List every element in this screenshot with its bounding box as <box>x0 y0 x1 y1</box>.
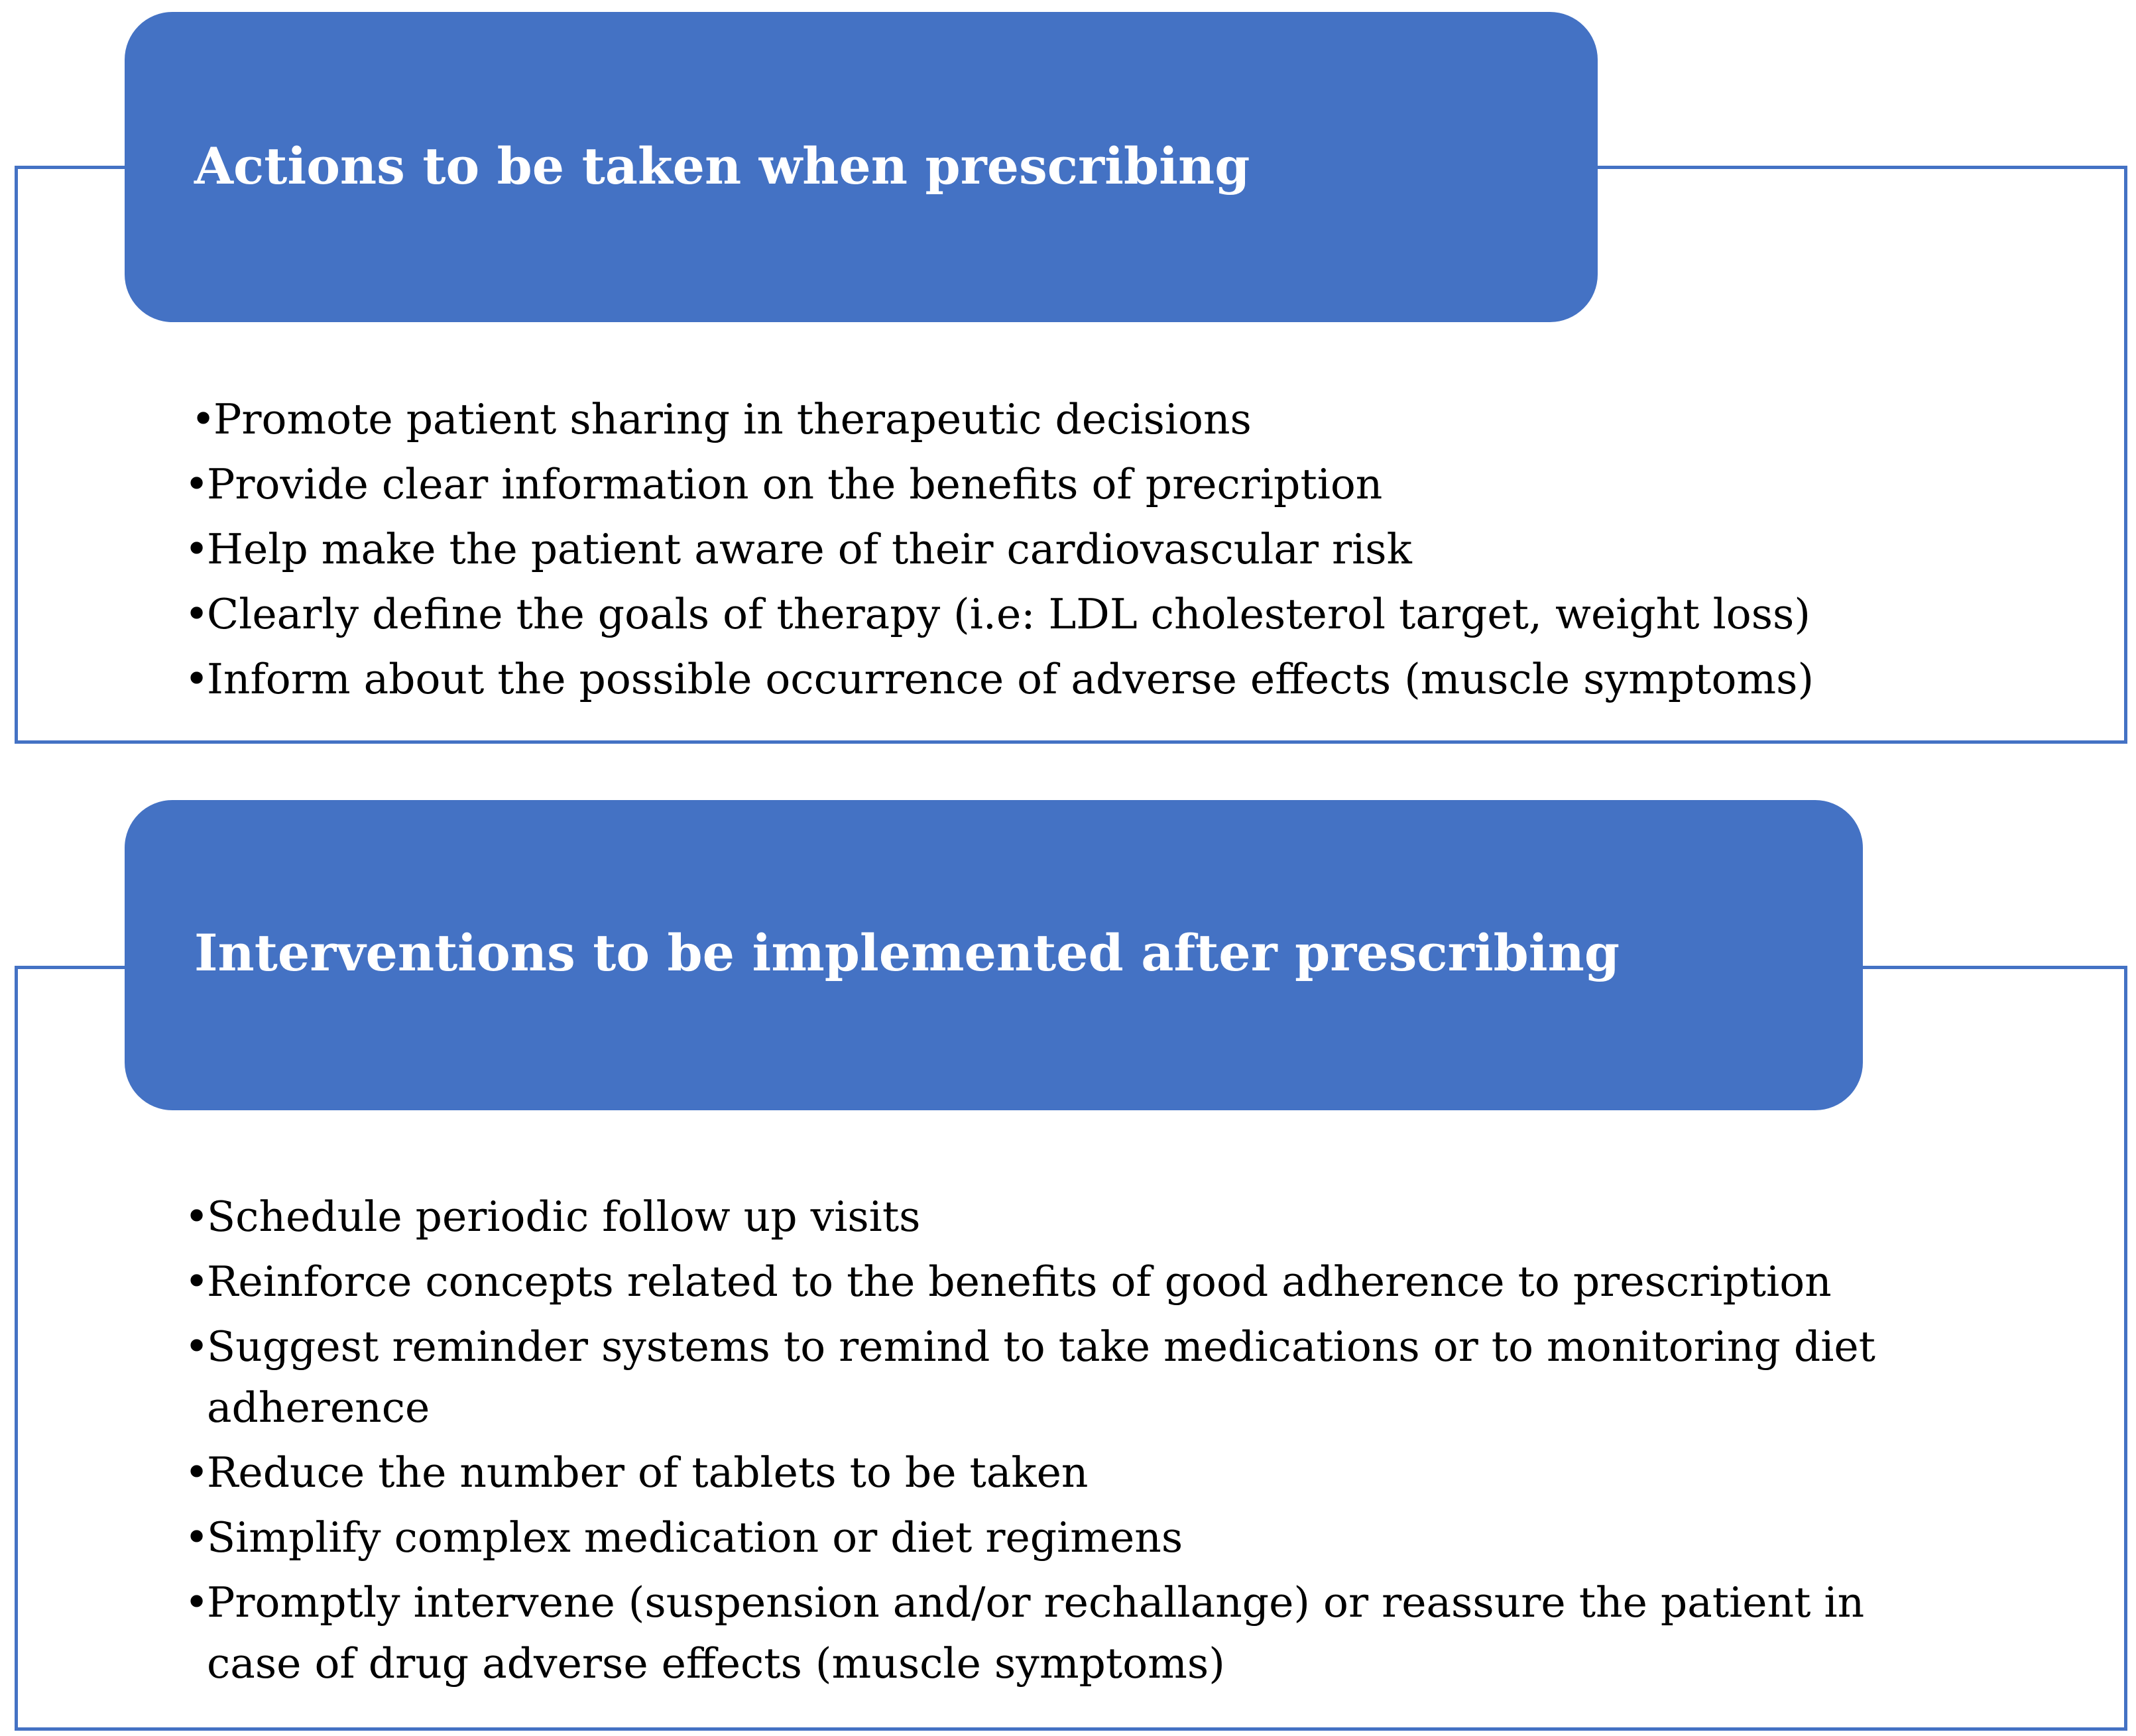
list-item: • Clearly define the goals of therapy (i.e: LDL cholesterol target, weight loss) <box>184 582 2107 647</box>
list-item: • Schedule periodic follow up visits <box>184 1186 2107 1247</box>
prescribing-actions-header <box>125 12 1598 322</box>
list-item: • Provide clear information on the benefits of precription <box>184 452 2107 517</box>
post-prescribing-interventions-title: Interventions to be implemented after prescribing <box>194 923 1620 982</box>
list-item: • Promptly intervene (suspension and/or rechallange) or reassure the patient in case of drug adverse effects (muscle symptoms) <box>184 1572 1930 1694</box>
list-item: • Help make the patient aware of their cardiovascular risk <box>184 517 2107 582</box>
prescribing-actions-title: Actions to be taken when prescribing <box>194 137 1250 196</box>
list-item: • Reinforce concepts related to the benefits of good adherence to prescription <box>184 1251 2107 1312</box>
list-item: • Promote patient sharing in therapeutic decisions <box>191 387 2107 452</box>
list-item: • Inform about the possible occurrence of adverse effects (muscle symptoms) <box>184 647 2107 712</box>
list-item: • Simplify complex medication or diet regimens <box>184 1507 2107 1568</box>
post-prescribing-interventions-header <box>125 800 1863 1110</box>
prescribing-actions-list <box>184 387 2107 712</box>
list-item: • Suggest reminder systems to remind to take medications or to monitoring diet adherence <box>184 1316 1930 1438</box>
list-item: • Reduce the number of tablets to be taken <box>184 1442 2107 1503</box>
post-prescribing-interventions-list <box>184 1186 2107 1698</box>
